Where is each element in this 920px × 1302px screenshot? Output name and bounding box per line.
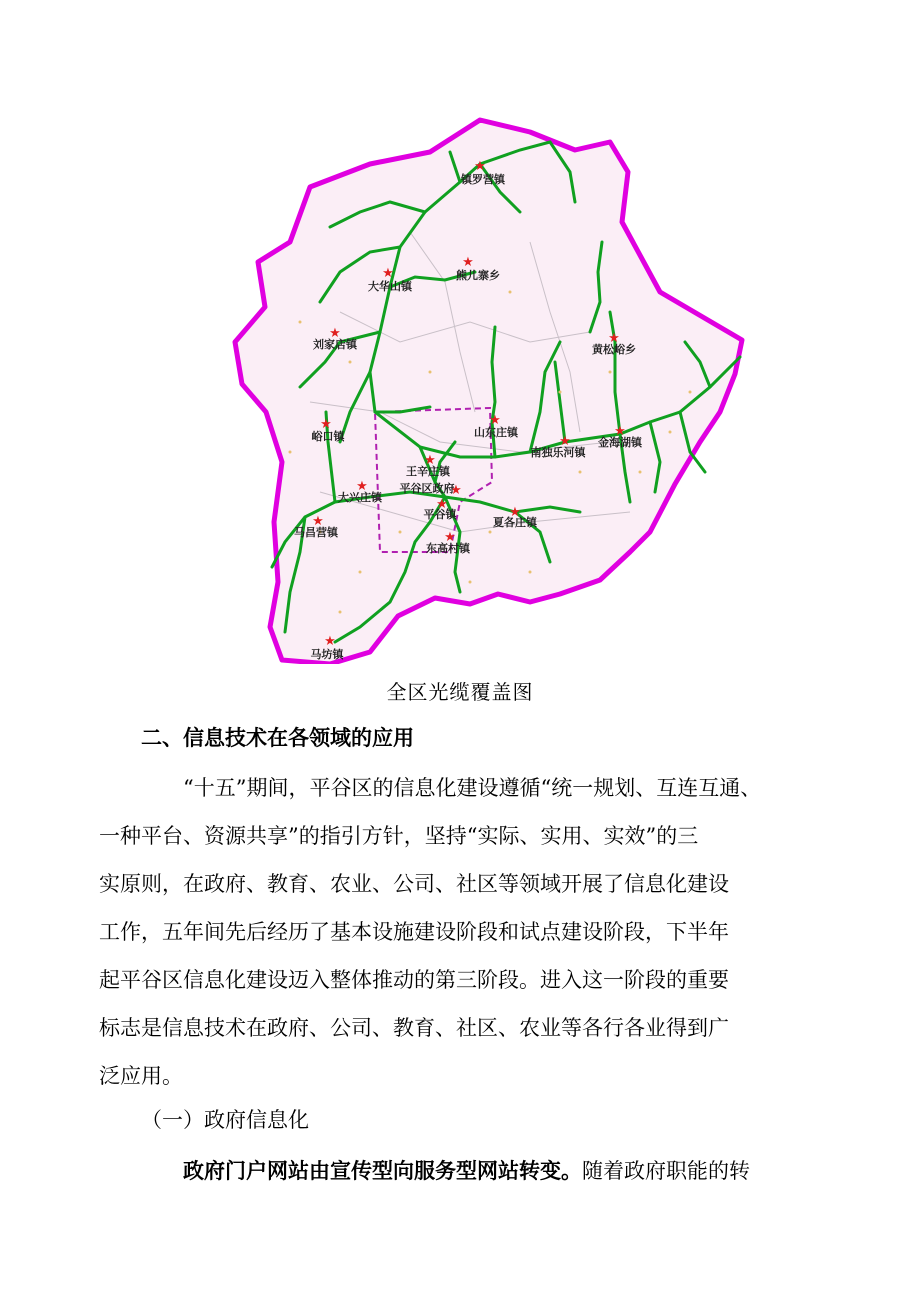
svg-text:★: ★ [424,453,436,468]
svg-text:★: ★ [312,514,324,529]
svg-text:★: ★ [462,255,474,270]
fiber-coverage-map [230,112,746,664]
town-label: 东高村镇 [426,542,470,555]
town-label: 马昌营镇 [294,526,338,539]
town-label: 夏各庄镇 [493,516,537,529]
paragraph-line: 实原则，在政府、教育、农业、公司、社区等领域开展了信息化建设 [99,872,729,896]
town-label: 大兴庄镇 [338,491,382,504]
svg-text:★: ★ [614,424,626,439]
body-paragraph-2 [141,1147,781,1195]
svg-text:★: ★ [608,331,620,346]
town-label: 平谷区政府 [399,482,455,495]
section-heading: 二、信息技术在各领域的应用 [141,726,414,750]
town-label: 大华山镇 [368,280,412,293]
town-label: 南独乐河镇 [530,446,586,459]
svg-text:★: ★ [509,505,521,520]
subsection-heading: （一）政府信息化 [141,1108,309,1132]
town-label: 刘家店镇 [313,338,357,351]
town-label: 山东庄镇 [474,426,518,439]
map-caption: 全区光缆覆盖图 [386,680,534,704]
paragraph-line: 标志是信息技术在政府、公司、教育、社区、农业等各行各业得到广 [99,1016,729,1040]
svg-text:★: ★ [320,417,332,432]
town-label: 马坊镇 [310,648,344,661]
svg-text:★: ★ [489,413,501,428]
town-label: 金海湖镇 [598,436,642,449]
town-label: 黄松峪乡 [592,343,636,356]
paragraph-line: 一种平台、资源共享”的指引方针，坚持“实际、实用、实效”的三 [99,824,699,848]
body-paragraph [99,764,781,1100]
town-label: 王辛庄镇 [406,465,450,478]
district-boundary [235,120,742,664]
paragraph-line: 工作，五年间先后经历了基本设施建设阶段和试点建设阶段，下半年 [99,920,729,944]
paragraph-line: “十五”期间，平谷区的信息化建设遵循“统一规划、互连互通、 [183,776,762,800]
svg-text:★: ★ [324,634,336,649]
town-label: 镇罗营镇 [461,173,505,186]
svg-text:★: ★ [436,497,448,512]
bold-lead-sentence: 政府门户网站由宣传型向服务型网站转变。 [183,1159,582,1183]
svg-text:★: ★ [356,479,368,494]
svg-text:★: ★ [444,530,456,545]
svg-text:★: ★ [329,326,341,341]
town-label: 熊儿寨乡 [456,269,500,282]
svg-text:★: ★ [450,483,462,498]
svg-text:★: ★ [559,434,571,449]
paragraph-line: 起平谷区信息化建设迈入整体推动的第三阶段。进入这一阶段的重要 [99,968,729,992]
paragraph-text: 随着政府职能的转 [582,1159,750,1183]
svg-text:★: ★ [474,159,486,174]
town-label: 平谷镇 [423,508,457,521]
svg-text:★: ★ [382,266,394,281]
town-label: 峪口镇 [311,430,345,443]
paragraph-line: 泛应用。 [99,1064,183,1088]
